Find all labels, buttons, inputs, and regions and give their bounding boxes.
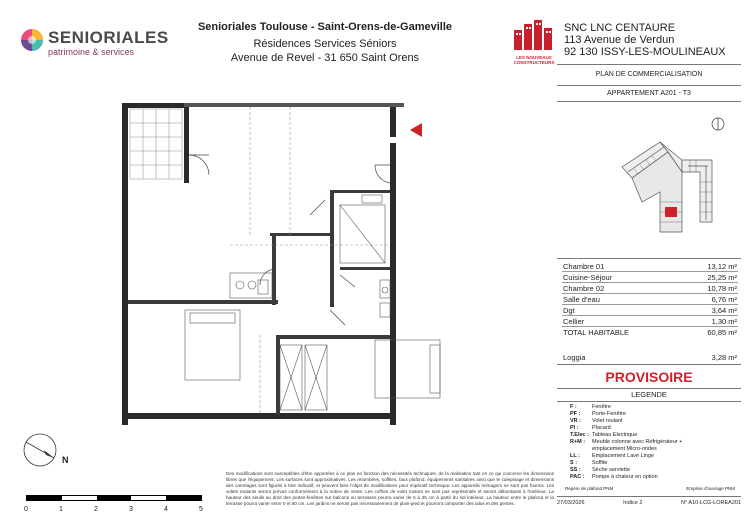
- list-item: T.Elec : Tableau Electrique: [570, 432, 638, 438]
- status-stamp: PROVISOIRE: [605, 369, 693, 385]
- table-row: Chambre 01 13,12 m²: [563, 262, 737, 271]
- compass-icon: [20, 425, 80, 475]
- company-name: SNC LNC CENTAURE: [564, 22, 676, 34]
- list-item: Pl : Placard: [570, 425, 611, 431]
- builder-badge: [510, 20, 558, 64]
- footer-bar: [557, 500, 741, 506]
- scale-label: 4: [164, 506, 168, 513]
- plan-type: PLAN DE COMMERCIALISATION: [595, 71, 703, 78]
- apartment-label: APPARTEMENT A201 - T3: [607, 90, 691, 97]
- entrance-arrow-icon: [410, 123, 422, 137]
- legend-list: [570, 404, 702, 481]
- scale-label: 2: [94, 506, 98, 513]
- badge-text: LES NOUVEAUX CONSTRUCTEURS: [513, 55, 555, 65]
- scale-label: 3: [129, 506, 133, 513]
- room-areas-table: [562, 261, 738, 363]
- key-plan-diagram: [620, 112, 730, 252]
- scale-label: 1: [59, 506, 63, 513]
- header-title: Senioriales Toulouse - Saint-Orens-de-Gameville: [197, 21, 453, 33]
- list-item: VR : Volet roulant: [570, 418, 623, 424]
- logo-sphere-icon: [20, 28, 44, 52]
- scale-bar: [26, 495, 202, 501]
- disclaimer-notes: Des modifications sont susceptibles d'être apportées à ce plan en fonction des nécessités techniques, de la réalisation tant en ce qui concerne les dimensions libres que l'équipement. Les surfaces sont approximatives. Les retombées, soffites, faux plafond, équipements sanitaires ainsi que le calepinage et dimensions des carrelages sont figurés à titre indicatif, et peuvent faire l'objet de modifications pour impératif technique. Les appareils ménagers ne sont pas fournis. Les volets roulants seront prévus conformément à la notice de vente. Les coffres de volet roulant ne sont pas représentés et seront débordants à l'intérieur. La hauteur des seuils au droit des portes-fenêtres sur balcons ou terrasses pourra varier de 5 à 35 cm à partir du sol intérieur. La hauteur entre le plafond et la terrasse pourra varier entre 0 et 60 cm. Les jardins ne seront pas nécessairement de plain-pied et pourront comporter des talus et des pentes.: [226, 471, 554, 506]
- company-city: 92 130 ISSY-LES-MOULINEAUX: [564, 46, 726, 58]
- legend-title: LEGENDE: [557, 390, 741, 402]
- table-row: Cuisine-Séjour 25,25 m²: [563, 273, 737, 282]
- list-item: SS : Sèche serviette: [570, 467, 630, 473]
- list-item: R+M : Meuble colonne avec Réfrigérateur + emplacement Micro-ondes: [570, 439, 683, 452]
- list-item: S : Soffite: [570, 460, 608, 466]
- table-row: Chambre 02 10,78 m²: [563, 284, 737, 293]
- table-row: Cellier 1,30 m²: [563, 317, 737, 326]
- logo: [20, 26, 180, 62]
- legend-foot-left: Repère de plafond PNM: [565, 486, 614, 491]
- header-line2: Résidences Services Séniors: [253, 38, 397, 50]
- company-street: 113 Avenue de Verdun: [564, 34, 675, 46]
- legend-foot-right: Emprise d'ouvrage PNM: [686, 486, 735, 491]
- building-icon: [510, 20, 554, 50]
- table-row: Salle d'eau 6,76 m²: [563, 295, 737, 304]
- company-address: [564, 22, 726, 58]
- logo-word: SENIORIALES: [48, 28, 169, 47]
- table-row: Dgt 3,64 m²: [563, 306, 737, 315]
- legend-foot: [565, 486, 735, 491]
- header-line3: Avenue de Revel - 31 650 Saint Orens: [230, 52, 420, 64]
- floor-plan: [100, 95, 460, 435]
- logo-subtitle: patrimoine & services: [48, 47, 135, 57]
- list-item: PAC : Pompe à chaleur en option: [570, 474, 658, 480]
- total-row: TOTAL HABITABLE 60,85 m²: [563, 328, 737, 337]
- header-block: [195, 20, 455, 65]
- list-item: PF : Porte-Fenêtre: [570, 411, 626, 417]
- compass-label: N: [62, 455, 69, 465]
- list-item: F : Fenêtre: [570, 404, 611, 410]
- loggia-row: Loggia 3,28 m²: [563, 353, 737, 362]
- scale-label: 5: [199, 506, 203, 513]
- list-item: LL : Emplacement Lave Linge: [570, 453, 655, 459]
- plan-panel: [557, 64, 741, 84]
- scale-label: 0: [24, 506, 28, 513]
- footer-ref: N° A10-LCG-LOREA201: [681, 500, 741, 506]
- footer-index: Indice 2: [623, 500, 643, 506]
- footer-date: 27/03/2026: [557, 500, 585, 506]
